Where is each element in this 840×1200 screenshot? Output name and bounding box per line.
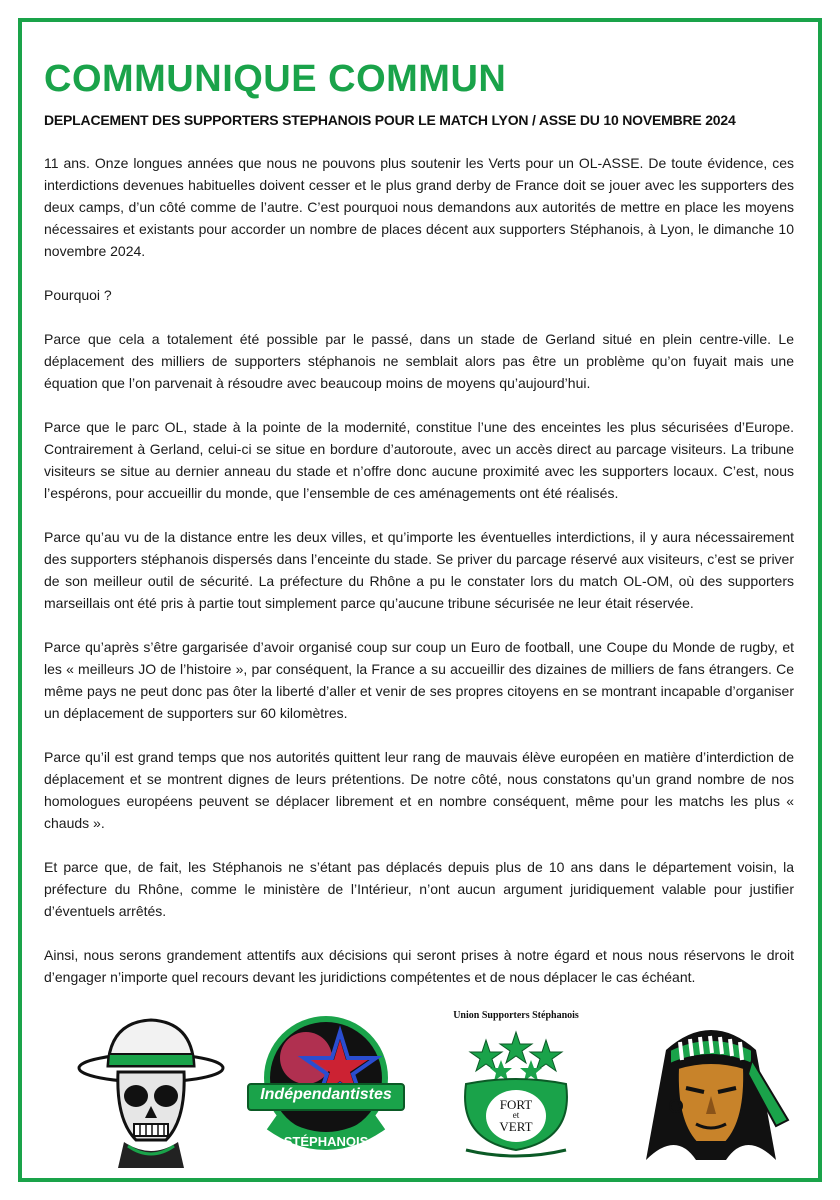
- paragraph-conclusion: Ainsi, nous serons grandement attentifs aux décisions qui seront prises à notre égard et nous nous réservons le droit d’engager n’importe quel recours devant les juridictions compétentes et de nous déplacer le cas échéant.: [44, 947, 794, 985]
- skull-hat-logo: [76, 1010, 226, 1170]
- uss-motto-line2: et: [512, 1110, 520, 1120]
- chief-icon: [626, 1010, 796, 1170]
- cauldron-icon: [436, 1010, 596, 1170]
- paragraph-question: Pourquoi ?: [44, 287, 112, 303]
- paragraph-prefecture: Et parce que, de fait, les Stéphanois ne s’étant pas déplacés depuis plus de 10 ans dans le département voisin, la préfecture du Rhône, comme le ministère de l’Intérieur, n’ont aucun argument juridiquement valable pour justifier d’éventuels arrêtés.: [44, 859, 794, 919]
- page-subtitle: DEPLACEMENT DES SUPPORTERS STEPHANOIS POUR LE MATCH LYON / ASSE DU 10 NOVEMBRE 2024: [44, 112, 736, 128]
- communique-body: [44, 152, 794, 1010]
- chief-head-logo: [626, 1010, 796, 1170]
- uss-motto-line3: VERT: [499, 1119, 533, 1134]
- skull-icon: [76, 1010, 226, 1170]
- independantistes-logo: [236, 1010, 416, 1170]
- paragraph-distance: Parce qu’au vu de la distance entre les deux villes, et qu’importe les éventuelles interdictions, il y aura nécessairement des supporters stéphanois dispersés dans l’enceinte du stade. Se priver du parcage réservé aux visiteurs, c’est se priver de son meilleur outil de sécurité. La préfecture du Rhône a pu le constater lors du match OL-OM, où des supporters marseillais ont été pris à partie tout simplement parce qu’aucune tribune sécurisée ne leur était réservée.: [44, 529, 794, 611]
- uss-name: Union Supporters Stéphanois: [453, 1010, 579, 1021]
- uss-motto-line1: FORT: [499, 1097, 533, 1112]
- paragraph-parc-ol: Parce que le parc OL, stade à la pointe de la modernité, constitue l’une des enceintes les plus sécurisées d’Europe. Contrairement à Gerland, celui-ci se situe en bordure d’autoroute, avec un accès direct au parcage visiteurs. La tribune visiteurs se situe au dernier anneau du stade et n’offre donc aucune proximité avec les supporters locaux. C’est, nous l’espérons, pour accueillir du monde, que l’ensemble de ces aménagements ont été réalisés.: [44, 419, 794, 501]
- paragraph-euro: Parce qu’après s’être gargarisée d’avoir organisé coup sur coup un Euro de football, une Coupe du Monde de rugby, et les « meilleurs JO de l’histoire », par conséquent, la France a su accueillir des dizaines de milliers de fans étrangers. Ce même pays ne peut donc pas ôter la liberté d’aller et venir de ses propres citoyens en se montrant incapable d’organiser un déplacement de supporters sur 60 kilomètres.: [44, 639, 794, 721]
- independantistes-name: Indépendantistes: [260, 1086, 392, 1103]
- paragraph-authorities: Parce qu’il est grand temps que nos autorités quittent leur rang de mauvais élève européen en matière d’interdiction de déplacement et se montrent dignes de leurs prétentions. De notre côté, nous constatons qu’un grand nombre de nos homologues européens peuvent se déplacer librement et en nombre conséquent, même pour les matchs les plus « chauds ».: [44, 749, 794, 831]
- paragraph-gerland: Parce que cela a totalement été possible par le passé, dans un stade de Gerland situé en plein centre-ville. Le déplacement des milliers de supporters stéphanois ne semblait alors pas être un problème qu’on fuyait mais une équation que l’on parvenait à résoudre avec beaucoup moins de moyens qu’aujourd’hui.: [44, 331, 794, 391]
- uss-motto: [486, 1098, 546, 1133]
- uss-logo: [436, 1010, 596, 1170]
- independantistes-sub: STÉPHANOIS 98: [283, 1134, 369, 1164]
- page-title: COMMUNIQUE COMMUN: [44, 58, 507, 100]
- paragraph-intro: 11 ans. Onze longues années que nous ne pouvons plus soutenir les Verts pour un OL-ASSE. De toute évidence, ces interdictions devenues habituelles doivent cesser et le plus grand derby de France doit se jouer avec les supporters des deux camps, d’un côté comme de l’autre. C’est pourquoi nous demandons aux autorités de mettre en place les moyens nécessaires et existants pour accorder un nombre de places décent aux supporters Stéphanois, à Lyon, le dimanche 10 novembre 2024.: [44, 155, 794, 259]
- logos-row: [36, 1010, 804, 1170]
